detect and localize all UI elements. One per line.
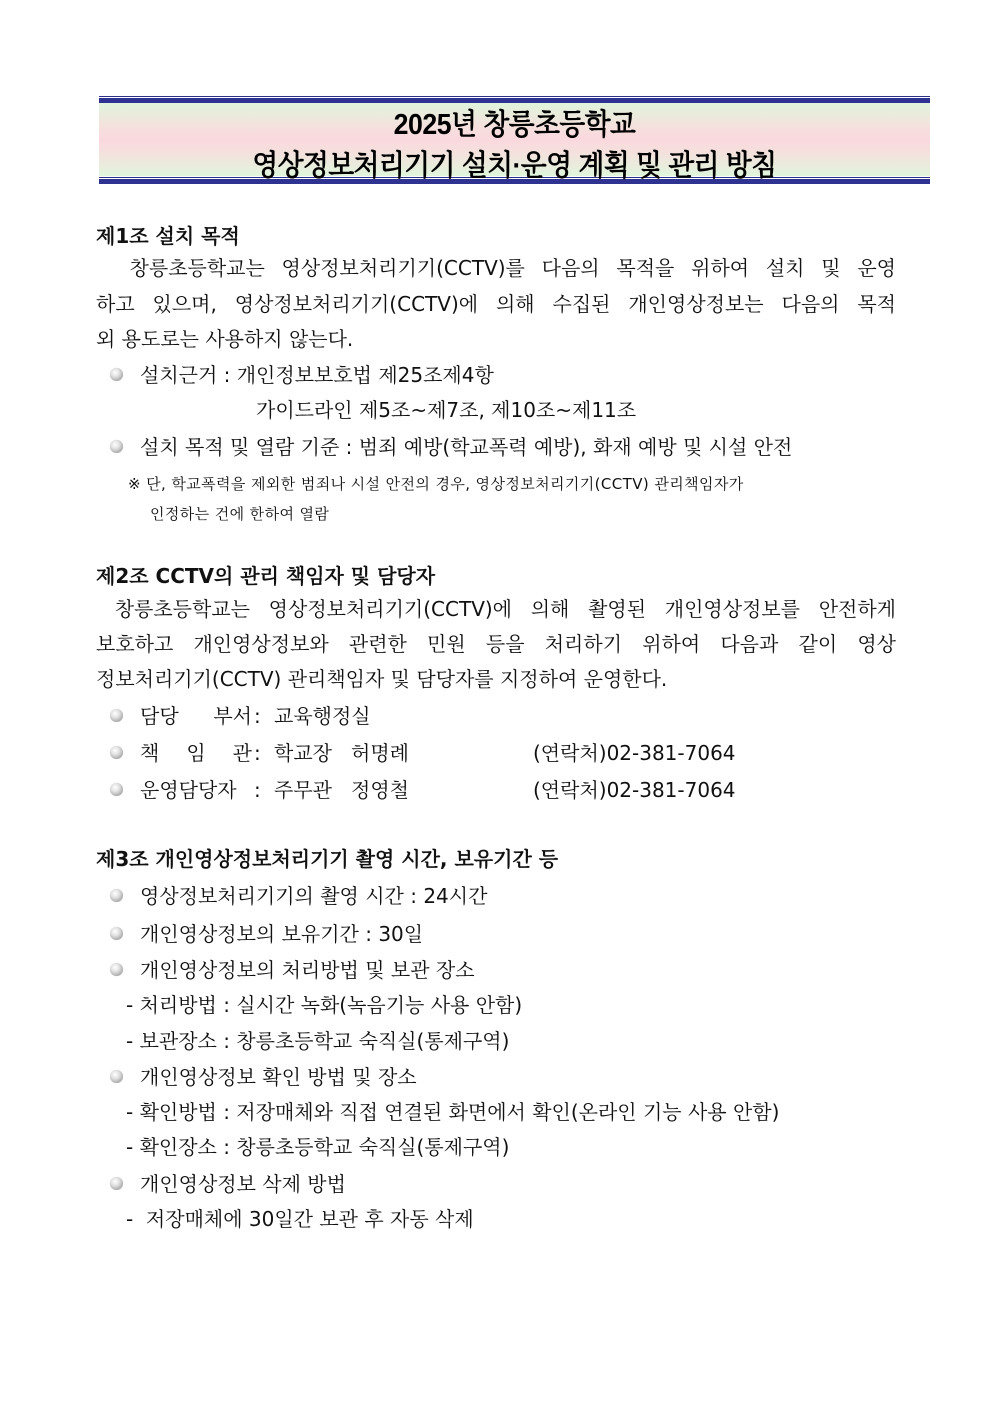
title-line-1: 2025년 창릉초등학교 [393,109,636,141]
section-1-bullet-1: 설치근거 : 개인정보보호법 제25조제4항 [140,363,494,387]
contact-label-operator: 운영담당자 [140,778,237,802]
contact-value-department: 교육행정실 [274,704,371,728]
title-banner [99,96,930,184]
section-1-note-line-1: ※ 단, 학교폭력을 제외한 범죄나 시설 안전의 경우, 영상정보처리기기(CCTV) 관리책임자가 [128,475,744,493]
paragraph-text: 창릉초등학교는 영상정보처리기기(CCTV)를 다음의 목적을 위하여 설치 및 운영 [96,256,896,280]
paragraph-text: 창릉초등학교는 영상정보처리기기(CCTV)에 의해 촬영된 개인영상정보를 안전하게 [96,597,896,621]
sphere-bullet-icon [110,440,123,453]
section-2-heading: 제2조 CCTV의 관리 책임자 및 담당자 [96,564,436,588]
section-1-note-line-2: 인정하는 건에 한하여 열람 [150,505,330,523]
sphere-bullet-icon [110,746,123,759]
section-2-paragraph-line-1 [96,592,896,628]
colon-separator: : [254,741,261,765]
sphere-bullet-icon [110,963,123,976]
section-2-paragraph-line-2: 보호하고 개인영상정보와 관련한 민원 등을 처리하기 위하여 다음과 같이 영상 [96,632,896,656]
contact-label-department: 담당 부서 [140,704,252,728]
banner-top-rule [99,96,930,97]
contact-value-operator: 주무관 정영철 [274,778,409,802]
section-3-item-recording-time: 영상정보처리기기의 촬영 시간 : 24시간 [140,884,488,908]
contact-phone-operator: (연락처)02-381-7064 [533,778,736,802]
section-3-item-retention-period: 개인영상정보의 보유기간 : 30일 [140,922,424,946]
section-3-item-processing: 개인영상정보의 처리방법 및 보관 장소 [140,958,475,982]
section-1-paragraph-line-3: 외 용도로는 사용하지 않는다. [96,327,354,351]
section-1-paragraph-line-1 [96,251,896,287]
section-1-heading: 제1조 설치 목적 [96,224,240,248]
sphere-bullet-icon [110,927,123,940]
sphere-bullet-icon [110,709,123,722]
section-3-sub-deletion-method: - 저장매체에 30일간 보관 후 자동 삭제 [126,1207,474,1231]
sphere-bullet-icon [110,889,123,902]
contact-phone-officer: (연락처)02-381-7064 [533,741,736,765]
sphere-bullet-icon [110,783,123,796]
sphere-bullet-icon [110,368,123,381]
section-3-heading: 제3조 개인영상정보처리기기 촬영 시간, 보유기간 등 [96,847,559,871]
sphere-bullet-icon [110,1070,123,1083]
section-1-paragraph-line-2: 하고 있으며, 영상정보처리기기(CCTV)에 의해 수집된 개인영상정보는 다음의 목적 [96,292,896,316]
section-3-item-deletion: 개인영상정보 삭제 방법 [140,1172,346,1196]
section-3-item-verification: 개인영상정보 확인 방법 및 장소 [140,1065,417,1089]
sphere-bullet-icon [110,1177,123,1190]
section-3-sub-processing-method: - 처리방법 : 실시간 녹화(녹음기능 사용 안함) [126,993,523,1017]
contact-value-officer: 학교장 허명례 [274,741,409,765]
section-2-paragraph-line-3: 정보처리기기(CCTV) 관리책임자 및 담당자를 지정하여 운영한다. [96,667,668,691]
section-1-bullet-1-continuation: 가이드라인 제5조~제7조, 제10조~제11조 [256,398,637,422]
colon-separator: : [254,778,261,802]
section-3-sub-verification-method: - 확인방법 : 저장매체와 직접 연결된 화면에서 확인(온라인 기능 사용 안함) [126,1100,780,1124]
colon-separator: : [254,704,261,728]
section-3-sub-storage-location: - 보관장소 : 창릉초등학교 숙직실(통제구역) [126,1029,510,1053]
title-line-2: 영상정보처리기기 설치·운영 계획 및 관리 방침 [252,150,777,182]
section-1-bullet-2: 설치 목적 및 열람 기준 : 범죄 예방(학교폭력 예방), 화재 예방 및 시설 안전 [140,435,793,459]
contact-label-officer: 책 임 관 [140,741,252,765]
section-3-sub-verification-location: - 확인장소 : 창릉초등학교 숙직실(통제구역) [126,1135,510,1159]
